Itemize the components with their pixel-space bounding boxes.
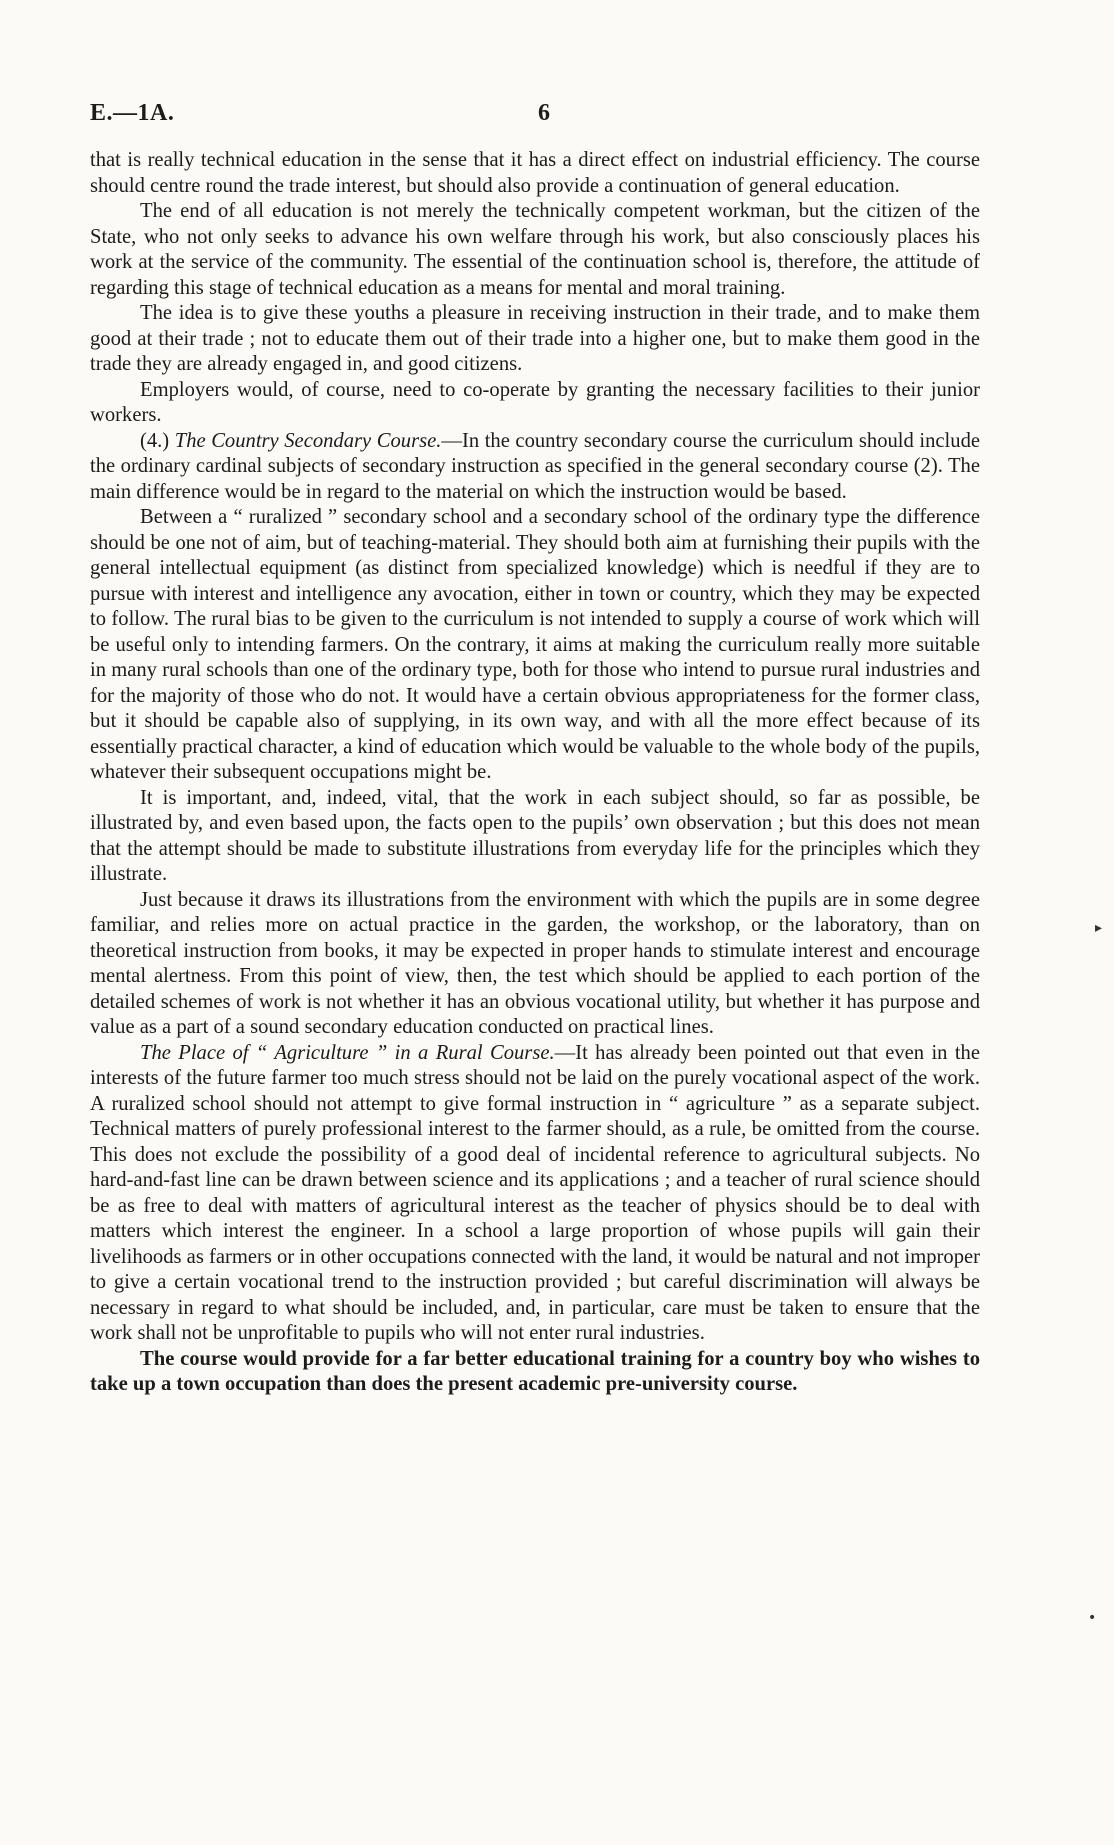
- section-heading-agriculture: The Place of “ Agriculture ” in a Rural Course.: [140, 1041, 555, 1064]
- paragraph-4: Employers would, of course, need to co-operate by granting the necessary facilities to their junior workers.: [90, 378, 980, 426]
- paragraph-6: Between a “ ruralized ” secondary school and a secondary school of the ordinary type the difference should be one not of aim, but of teaching-material. They should both aim at furnishing their pupils with the general intellectual equipment (as distinct from specialized knowledge) which is needful if they are to pursue with interest and intelligence any avocation, either in town or country, which they may be expected to follow. The rural bias to be given to the curriculum is not intended to supply a course of work which will be useful only to intending farmers. On the contrary, it aims at making the curriculum really more suitable in many rural schools than one of the ordinary type, both for those who intend to pursue rural industries and for the majority of those who do not. It would have a certain obvious appropriateness for the former class, but it should be capable also of supplying, in its own way, and with all the more effect because of its essentially practical character, a kind of education which would be valuable to the whole body of the pupils, whatever their subsequent occupations might be.: [90, 506, 980, 783]
- paragraph-1: that is really technical education in the sense that it has a direct effect on industrial efficiency. The course should centre round the trade interest, but should also provide a continuation of general education.: [90, 149, 980, 197]
- paragraph-5: (4.) The Country Secondary Course.—In the country secondary course the curriculum should include the ordinary cardinal subjects of secondary instruction as specified in the general secondary course (2). The main difference would be in regard to the material on which the instruction would be based.: [90, 429, 981, 503]
- margin-mark: ▸: [1095, 920, 1103, 936]
- margin-mark: •: [1088, 1610, 1097, 1626]
- paragraph-7: It is important, and, indeed, vital, that the work in each subject should, so far as possible, be illustrated by, and even based upon, the facts open to the pupils’ own observation ; but this does not mean that the attempt should be made to substitute illustrations from everyday life for the principles which they illustrate.: [90, 786, 980, 885]
- document-reference: E.—1A.: [90, 100, 175, 126]
- paragraph-8: Just because it draws its illustrations from the environment with which the pupils are in some degree familiar, and relies more on actual practice in the garden, the workshop, or the laboratory, than on theoretical instruction from books, it may be expected in proper hands to stimulate interest and encourage mental alertness. From this point of view, then, the test which should be applied to each portion of the detailed schemes of work is not whether it has an obvious vocational utility, but whether it has purpose and value as a part of a sound secondary education conducted on practical lines.: [90, 888, 980, 1038]
- paragraph-10: The course would provide for a far better educational training for a country boy who wishes to take up a town occupation than does the present academic pre-university course.: [90, 1347, 980, 1395]
- page-header: [90, 100, 970, 128]
- paragraph-2: The end of all education is not merely the technically competent workman, but the citizen of the State, who not only seeks to advance his own welfare through his work, but also consciously places his work at the service of the community. The essential of the continuation school is, therefore, the attitude of regarding this stage of technical education as a means for mental and moral training.: [90, 200, 980, 299]
- paragraph-3: The idea is to give these youths a pleasure in receiving instruction in their trade, and to make them good at their trade ; not to educate them out of their trade into a higher one, but to make them good in the trade they are already engaged in, and good citizens.: [90, 302, 980, 375]
- section-heading-country-secondary: The Country Secondary Course.: [174, 429, 442, 452]
- body-text: [90, 148, 980, 1398]
- page-number: 6: [538, 100, 550, 126]
- paragraph-9: The Place of “ Agriculture ” in a Rural Course.—It has already been pointed out that even in the interests of the future farmer too much stress should not be laid on the purely vocational aspect of the work. A ruralized school should not attempt to give formal instruction in “ agriculture ” as a separate subject. Technical matters of purely professional interest to the farmer should, as a rule, be omitted from the course. This does not exclude the possibility of a good deal of incidental reference to agricultural subjects. No hard-and-fast line can be drawn between science and its applications ; and a teacher of rural science should be as free to deal with matters of agricultural interest as the teacher of physics should be to deal with matters which interest the engineer. In a school a large proportion of whose pupils will gain their livelihoods as farmers or in other occupations connected with the land, it would be natural and not improper to give a certain vocational trend to the instruction provided ; but careful discrimination will always be necessary in regard to what should be included, and, in particular, care must be taken to ensure that the work shall not be unprofitable to pupils who will not enter rural industries.: [90, 1041, 980, 1344]
